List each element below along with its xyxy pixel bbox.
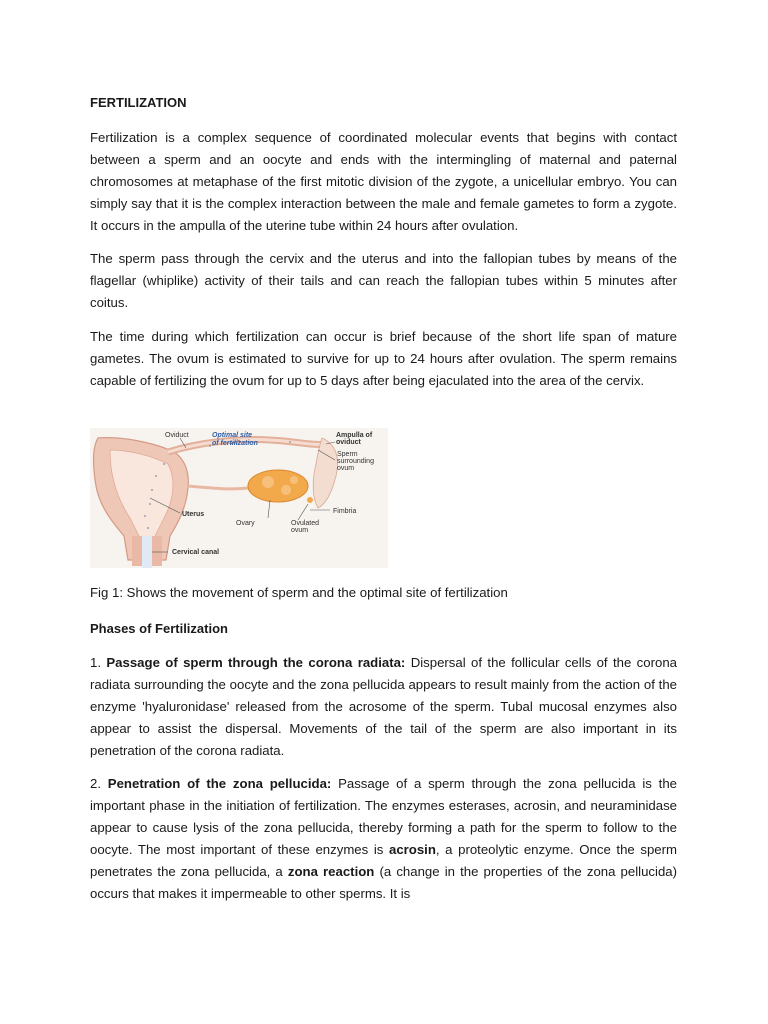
- phase-1-title: Passage of sperm through the corona radiata:: [106, 655, 406, 670]
- intro-paragraph-1: Fertilization is a complex sequence of coordinated molecular events that begins with contact between a sperm and an oocyte and ends with the intermingling of maternal and paternal chromosomes at metaphase of the first mitotic division of the zygote, a unicellular embryo. You can simply say that it is the complex interaction between the male and female gametes to form a zygote. It occurs in the ampulla of the uterine tube within 24 hours after ovulation.: [90, 130, 677, 233]
- reproductive-tract-illustration: [90, 428, 388, 568]
- label-surrounding: surrounding: [337, 458, 374, 465]
- phase-2-number: 2.: [90, 776, 101, 791]
- phase-2-text-b: , a proteolytic enzyme. Once the sperm penetrates the zona pellucida, a: [90, 842, 677, 879]
- label-uterus: Uterus: [182, 511, 205, 518]
- label-ovulated-ovum: ovum: [291, 527, 309, 534]
- figure-caption: Fig 1: Shows the movement of sperm and the optimal site of fertilization: [90, 585, 508, 600]
- fertilization-figure: [90, 428, 388, 568]
- label-of-fertilization: of fertilization: [212, 440, 258, 447]
- phase-1-paragraph: [90, 652, 677, 762]
- label-sperm: Sperm: [337, 451, 358, 458]
- label-oviduct: Oviduct: [165, 432, 189, 439]
- label-ovum: ovum: [337, 465, 355, 472]
- intro-paragraph-2: The sperm pass through the cervix and the uterus and into the fallopian tubes by means of the flagellar (whiplike) activity of their tails and can reach the fallopian tubes within 5 minutes after coitus.: [90, 251, 677, 310]
- phase-2-bold-acrosin: acrosin: [388, 842, 436, 857]
- phase-2-text-a: Passage of a sperm through the zona pellucida is the important phase in the initiation of fertilization. The enzymes esterases, acrosin, and neuraminidase appear to cause lysis of the zona pellucida, thereby forming a path for the sperm to follow to the oocyte. The most important of these enzymes is: [90, 776, 677, 857]
- phase-1-number: 1.: [90, 655, 101, 670]
- phase-2-bold-zona-reaction: zona reaction: [287, 864, 375, 879]
- label-cervical-canal: Cervical canal: [172, 549, 220, 556]
- phase-2-text-c: (a change in the properties of the zona pellucida) occurs that makes it impermeable to other sperms. It is: [90, 864, 678, 901]
- phase-2-paragraph: [90, 773, 677, 905]
- phase-2-title: Penetration of the zona pellucida:: [107, 776, 332, 791]
- phase-1-text: Dispersal of the follicular cells of the corona radiata surrounding the oocyte and the zona pellucida appears to result mainly from the action of the enzyme 'hyaluronidase' released from the acrosome of the sperm. Tubal mucosal enzymes also appear to assist the dispersal. Movements of the tail of the sperm are also important in its penetration of the corona radiata.: [90, 655, 677, 758]
- intro-paragraph-3: The time during which fertilization can occur is brief because of the short life span of mature gametes. The ovum is estimated to survive for up to 24 hours after ovulation. The sperm remains capable of fertilizing the ovum for up to 5 days after being ejaculated into the area of the cervix.: [90, 329, 677, 388]
- phases-heading: Phases of Fertilization: [90, 621, 228, 636]
- label-optimal-site: Optimal site: [212, 432, 253, 439]
- label-ampulla: Ampulla of: [336, 432, 373, 439]
- label-ampulla-oviduct: oviduct: [336, 439, 361, 446]
- label-fimbria: Fimbria: [333, 508, 357, 515]
- label-ovary: Ovary: [236, 520, 255, 527]
- document-title: FERTILIZATION: [90, 95, 187, 110]
- label-ovulated: Ovulated: [291, 520, 320, 527]
